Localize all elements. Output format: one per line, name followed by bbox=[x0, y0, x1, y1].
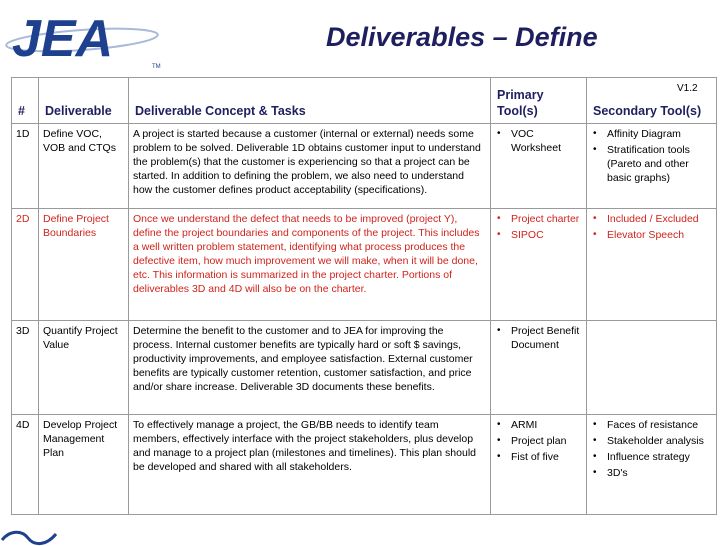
table-row bbox=[12, 415, 717, 515]
row-deliverable: Define VOC, VOB and CTQs bbox=[39, 124, 129, 209]
page-title: Deliverables – Define bbox=[326, 22, 598, 52]
table-row bbox=[12, 321, 717, 415]
row-concept: Determine the benefit to the customer and to JEA for improving the process. Internal customer benefits are typically hard or soft $ savings, productivity improvements, and employee satisfaction. External customer benefits are typically customer retention, customer satisfaction, and price and/or share increase. Deliverable 3D documents these benefits. bbox=[129, 321, 491, 415]
secondary-tool: • Included / Excluded bbox=[607, 212, 712, 226]
secondary-tool: • Affinity Diagram bbox=[607, 127, 712, 141]
col-header-concept: Deliverable Concept & Tasks bbox=[129, 78, 491, 124]
primary-tool: • Project plan bbox=[511, 434, 582, 448]
jea-logo-icon bbox=[4, 4, 164, 70]
deliverables-table bbox=[11, 77, 717, 515]
col-header-deliverable: Deliverable bbox=[39, 78, 129, 124]
row-num: 1D bbox=[12, 124, 39, 209]
row-num: 3D bbox=[12, 321, 39, 415]
table-row bbox=[12, 124, 717, 209]
secondary-tool: • Elevator Speech bbox=[607, 228, 712, 242]
row-concept: Once we understand the defect that needs to be improved (project Y), define the project boundaries and components of the project. This includes a well written problem statement, identifying what process produces the defective item, how much improvement we will make, when it will be done, etc. This information is summarized in the project charter. Portions of deliverables 3D and 4D will also be on the charter. bbox=[129, 209, 491, 321]
col-header-primary: Primary Tool(s) bbox=[491, 78, 587, 124]
secondary-tool: • Faces of resistance bbox=[607, 418, 712, 432]
primary-tool: • SIPOC bbox=[511, 228, 582, 242]
row-deliverable: Quantify Project Value bbox=[39, 321, 129, 415]
row-deliverable: Develop Project Management Plan bbox=[39, 415, 129, 515]
swirl-decoration-icon bbox=[0, 526, 60, 546]
version-label: V1.2 bbox=[677, 83, 698, 94]
row-deliverable: Define Project Boundaries bbox=[39, 209, 129, 321]
primary-tool: • Project Benefit Document bbox=[511, 324, 582, 352]
empty-cell bbox=[587, 321, 717, 415]
row-concept: To effectively manage a project, the GB/BB needs to identify team members, effectively interface with the project stakeholders, plus develop and manage to a project plan (milestones and timelines). This plan should be developed and shared with all stakeholders. bbox=[129, 415, 491, 515]
col-header-num: # bbox=[12, 78, 39, 124]
secondary-tool: • Stakeholder analysis bbox=[607, 434, 712, 448]
row-concept: A project is started because a customer (internal or external) needs some problem to be solved. Deliverable 1D obtains customer input to understand the problem(s) that the customer is experiencing so that a project can be started. In addition to defining the problem, we also need to understand how the customer defines product acceptability (specifications). bbox=[129, 124, 491, 209]
secondary-tool: • Stratification tools (Pareto and other basic graphs) bbox=[607, 143, 712, 185]
logo-text: JEA bbox=[12, 10, 114, 68]
primary-tool: • Fist of five bbox=[511, 450, 582, 464]
svg-text:TM: TM bbox=[152, 64, 161, 70]
primary-tool: • Project charter bbox=[511, 212, 582, 226]
primary-tool: • VOC Worksheet bbox=[511, 127, 582, 155]
table-header-row bbox=[12, 78, 717, 124]
row-num: 2D bbox=[12, 209, 39, 321]
table-row bbox=[12, 209, 717, 321]
row-num: 4D bbox=[12, 415, 39, 515]
primary-tool: • ARMI bbox=[511, 418, 582, 432]
secondary-tool: • Influence strategy bbox=[607, 450, 712, 464]
col-header-secondary: Secondary Tool(s) bbox=[587, 78, 717, 124]
secondary-tool: • 3D's bbox=[607, 466, 712, 480]
